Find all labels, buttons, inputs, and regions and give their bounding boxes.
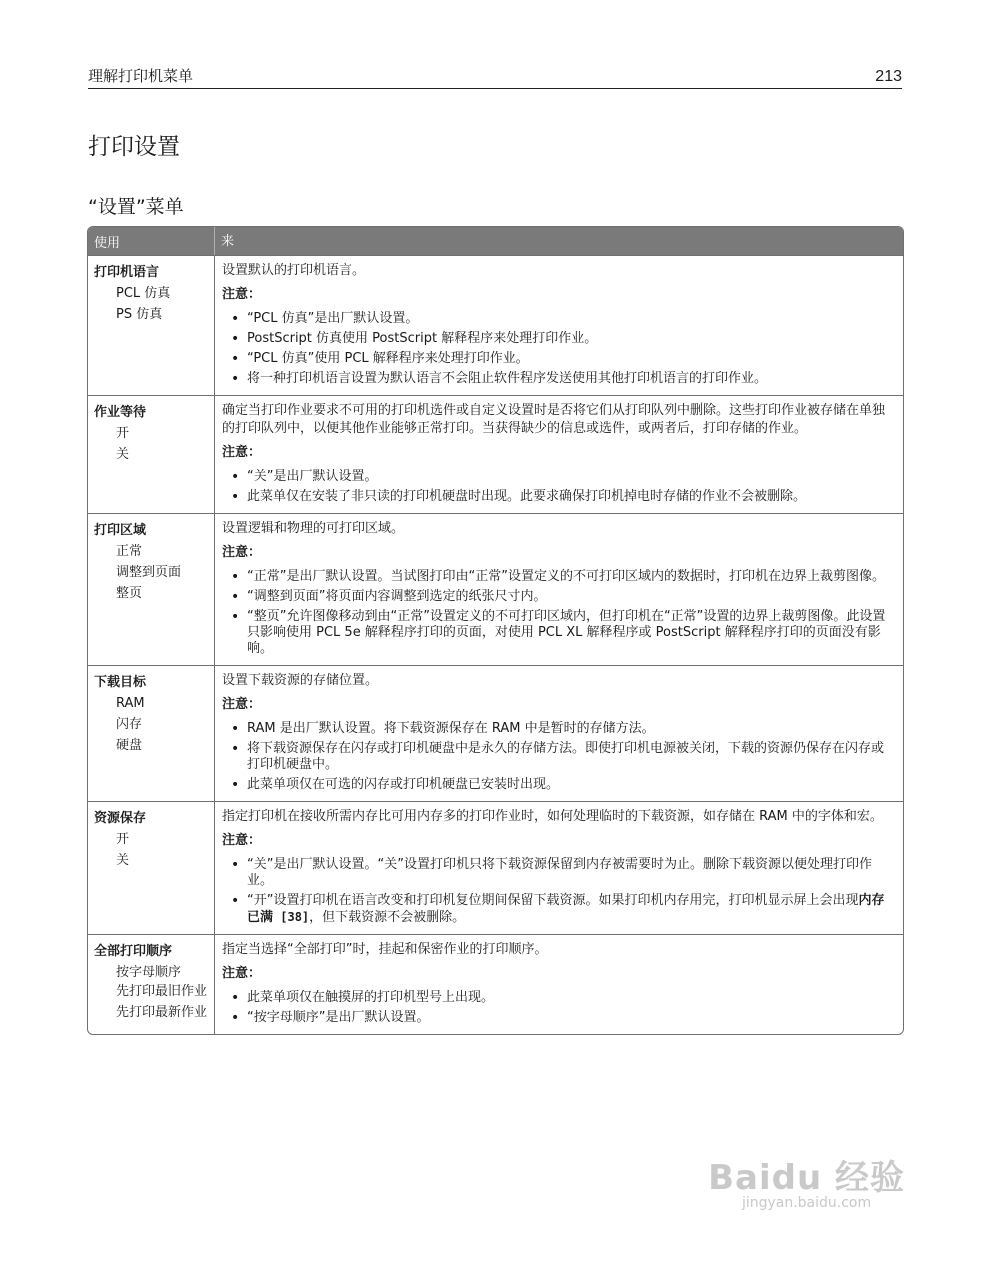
note-label: 注意： — [222, 287, 262, 302]
option-item: 先打印最新作业 — [116, 1005, 208, 1020]
note-item: • 将下载资源保存在闪存或打印机硬盘中是永久的存储方法。即使打印机电源被关闭，下载的资源仍保存在闪存或打印机硬盘中。 — [222, 741, 895, 773]
table-row — [88, 801, 903, 934]
option-item: 正常 — [116, 544, 143, 559]
option-item: 调整到页面 — [116, 565, 182, 580]
setting-name: 资源保存 — [94, 811, 147, 826]
page-title: 打印设置 — [88, 134, 180, 160]
message-code: [38] — [273, 910, 310, 924]
option-item: 闪存 — [116, 717, 143, 732]
option-item: PCL 仿真 — [116, 286, 171, 301]
setting-name: 作业等待 — [94, 405, 147, 420]
page-header — [88, 62, 902, 89]
table-row — [88, 513, 903, 665]
note-item: • “按字母顺序”是出厂默认设置。 — [222, 1010, 895, 1026]
option-item: 关 — [116, 853, 130, 868]
setting-name: 打印区域 — [94, 523, 147, 538]
table-row — [88, 934, 903, 1034]
option-item: PS 仿真 — [116, 307, 163, 322]
option-list — [94, 829, 210, 871]
note-item: • “关”是出厂默认设置。 — [222, 469, 895, 485]
description-cell — [215, 256, 903, 395]
description: 设置默认的打印机语言。 — [222, 263, 366, 278]
table-header — [88, 227, 903, 255]
description-cell — [215, 935, 903, 1034]
setting-cell — [88, 396, 215, 513]
note-list — [222, 469, 895, 505]
note-item: • “整页”允许图像移动到由“正常”设置定义的不可打印区域内，但打印机在“正常”设置的边界上裁剪图像。此设置只影响使用 PCL 5e 解释程序打印的页面，对使用 PCL XL 解释程序或 PostScript 解释程序打印的页面没有影响。 — [222, 609, 895, 657]
note-label: 注意： — [222, 697, 262, 712]
note-label: 注意： — [222, 445, 262, 460]
setting-name: 下载目标 — [94, 675, 147, 690]
page-number: 213 — [875, 68, 902, 85]
setting-name: 打印机语言 — [94, 265, 160, 280]
description-cell — [215, 802, 903, 934]
note-item: • “关”是出厂默认设置。“关”设置打印机只将下载资源保留到内存被需要时为止。删除下载资源以便处理打印作业。 — [222, 857, 895, 889]
option-item: 先打印最旧作业 — [116, 984, 208, 999]
option-item: 开 — [116, 832, 130, 847]
description: 设置下载资源的存储位置。 — [222, 673, 379, 688]
option-list — [94, 283, 210, 325]
option-item: 硬盘 — [116, 738, 143, 753]
note-item: • 此菜单仅在安装了非只读的打印机硬盘时出现。此要求确保打印机掉电时存储的作业不会被删除。 — [222, 489, 895, 505]
note-list — [222, 990, 895, 1026]
setting-cell — [88, 256, 215, 395]
description: 设置逻辑和物理的可打印区域。 — [222, 521, 405, 536]
setting-name: 全部打印顺序 — [94, 944, 173, 959]
setting-cell — [88, 514, 215, 665]
option-item: 按字母顺序 — [116, 965, 182, 980]
settings-table — [87, 226, 904, 1035]
table-row — [88, 665, 903, 801]
note-item: • 此菜单项仅在触摸屏的打印机型号上出现。 — [222, 990, 895, 1006]
note-list — [222, 857, 895, 926]
note-item: • “正常”是出厂默认设置。当试图打印由“正常”设置定义的不可打印区域内的数据时，打印机在边界上裁剪图像。 — [222, 569, 895, 585]
message-label: 内存已满 — [247, 893, 885, 925]
description: 指定打印机在接收所需内存比可用内存多的打印作业时，如何处理临时的下载资源，如存储在 RAM 中的字体和宏。 — [222, 809, 883, 824]
watermark-logo: Baidu 经验 — [708, 1158, 905, 1198]
watermark-url: jingyan.baidu.com — [741, 1195, 872, 1211]
note-text: ，但下载资源不会被删除。 — [309, 910, 466, 925]
note-label: 注意： — [222, 833, 262, 848]
setting-cell — [88, 935, 215, 1034]
table-row — [88, 395, 903, 513]
note-item — [222, 893, 895, 926]
description-cell — [215, 514, 903, 665]
option-list — [94, 693, 210, 756]
description-cell — [215, 396, 903, 513]
option-list — [94, 541, 210, 604]
setting-cell — [88, 802, 215, 934]
section-title: “设置”菜单 — [88, 196, 184, 218]
chapter-title: 理解打印机菜单 — [88, 67, 194, 85]
note-item: • “调整到页面”将页面内容调整到选定的纸张尺寸内。 — [222, 589, 895, 605]
note-list — [222, 311, 895, 387]
note-list — [222, 569, 895, 657]
setting-cell — [88, 666, 215, 801]
description-cell — [215, 666, 903, 801]
note-text: “开”设置打印机在语言改变和打印机复位期间保留下载资源。如果打印机内存用完，打印机显示屏上会出现 — [247, 893, 859, 908]
note-list — [222, 721, 895, 793]
option-item: 开 — [116, 426, 130, 441]
note-label: 注意： — [222, 966, 262, 981]
description: 确定当打印作业要求不可用的打印机选件或自定义设置时是否将它们从打印队列中删除。这些打印作业被存储在单独的打印队列中，以便其他作业能够正常打印。当获得缺少的信息或选件，或两者后，打印存储的作业。 — [222, 403, 886, 436]
option-item: RAM — [116, 696, 145, 711]
note-item: • PostScript 仿真使用 PostScript 解释程序来处理打印作业。 — [222, 331, 895, 347]
option-list — [94, 962, 210, 1021]
watermark — [708, 1150, 905, 1211]
note-item: • “PCL 仿真”是出厂默认设置。 — [222, 311, 895, 327]
option-item: 关 — [116, 447, 130, 462]
note-item: • 此菜单项仅在可选的闪存或打印机硬盘已安装时出现。 — [222, 777, 895, 793]
option-list — [94, 423, 210, 465]
note-item: • “PCL 仿真”使用 PCL 解释程序来处理打印作业。 — [222, 351, 895, 367]
note-item: • 将一种打印机语言设置为默认语言不会阻止软件程序发送使用其他打印机语言的打印作业。 — [222, 371, 895, 387]
note-label: 注意： — [222, 545, 262, 560]
column-header-use: 使用 — [88, 227, 215, 255]
table-row — [88, 255, 903, 395]
description: 指定当选择“全部打印”时，挂起和保密作业的打印顺序。 — [222, 942, 548, 957]
column-header-to: 来 — [221, 234, 235, 249]
option-item: 整页 — [116, 586, 143, 601]
note-item: • RAM 是出厂默认设置。将下载资源保存在 RAM 中是暂时的存储方法。 — [222, 721, 895, 737]
